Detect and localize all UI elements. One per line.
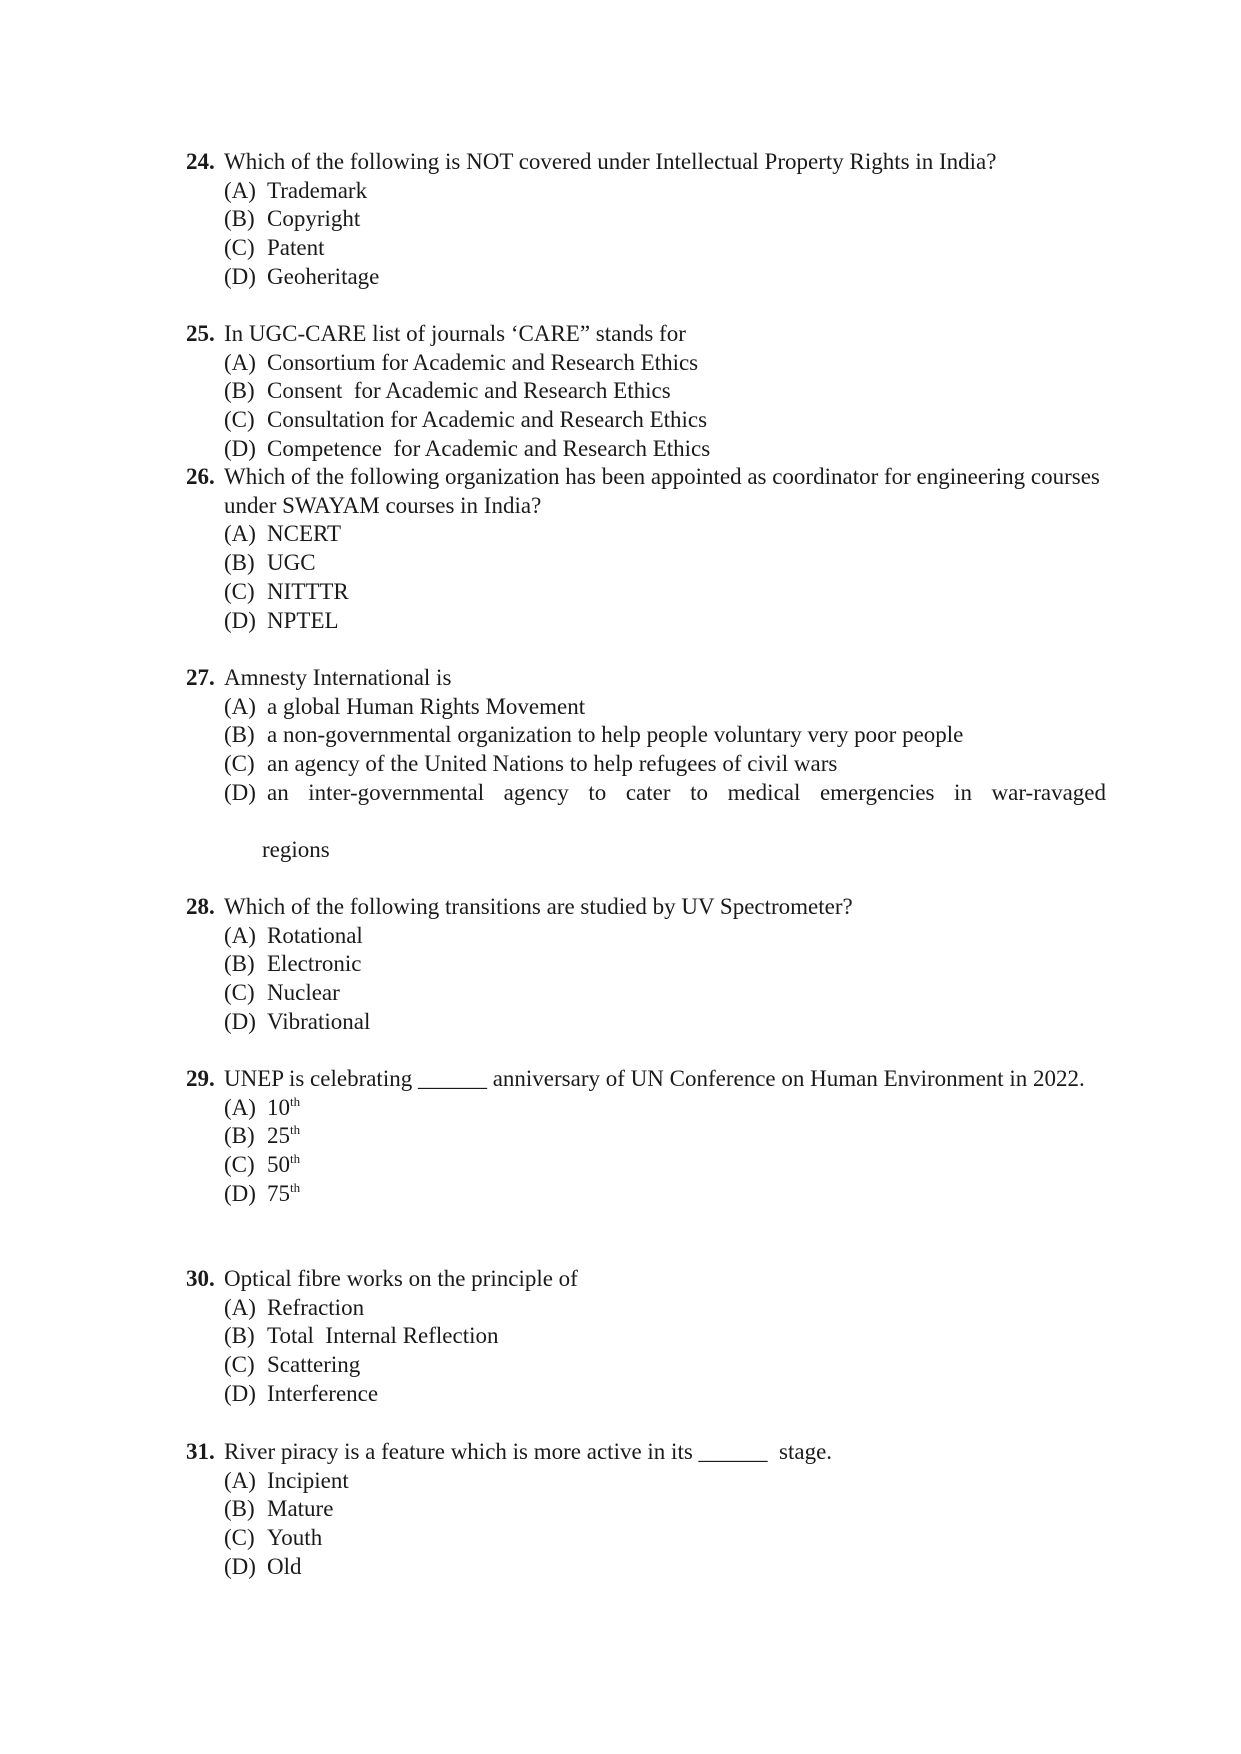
- option-text: Vibrational: [267, 1008, 371, 1034]
- question-27: [186, 664, 1106, 864]
- option-letter: (D): [224, 1008, 256, 1034]
- option-c: [186, 979, 1106, 1008]
- option-c: [186, 1151, 1106, 1180]
- option-text: Consultation for Academic and Research Ethics: [267, 407, 708, 433]
- option-a: [186, 1294, 1106, 1323]
- option-text: Scattering: [267, 1352, 361, 1378]
- option-text: NITTTR: [267, 578, 349, 604]
- option-letter: (B): [224, 378, 255, 404]
- option-b: [186, 549, 1106, 578]
- option-text: Competence for Academic and Research Ethics: [267, 435, 711, 461]
- option-text: Geoheritage: [267, 263, 380, 289]
- question-text: Amnesty International is: [224, 665, 452, 690]
- question-stem: [186, 893, 1106, 922]
- option-letter: (C): [224, 1352, 255, 1378]
- option-d: [186, 607, 1106, 636]
- question-text: In UGC-CARE list of journals ‘CARE” stands for: [224, 321, 686, 346]
- option-text: Total Internal Reflection: [267, 1323, 499, 1349]
- option-text: UGC: [267, 550, 316, 576]
- option-b: [186, 1322, 1106, 1351]
- option-d: [186, 779, 1106, 808]
- option-letter: (C): [224, 980, 255, 1006]
- question-text: UNEP is celebrating ______ anniversary of UN Conference on Human Environment in 2022.: [224, 1066, 1085, 1091]
- question-stem: [186, 320, 1106, 349]
- option-a: [186, 922, 1106, 951]
- option-c: [186, 1524, 1106, 1553]
- question-25: [186, 320, 1106, 464]
- question-number: 27.: [186, 665, 215, 690]
- question-stem: [186, 664, 1106, 693]
- option-letter: (C): [224, 407, 255, 433]
- option-d: [186, 435, 1106, 464]
- question-text: Which of the following transitions are studied by UV Spectrometer?: [224, 894, 853, 919]
- option-letter: (A): [224, 1467, 256, 1493]
- option-a: [186, 520, 1106, 549]
- option-b: [186, 1122, 1106, 1151]
- option-d: [186, 1553, 1106, 1582]
- question-number: 28.: [186, 894, 215, 919]
- option-b: [186, 205, 1106, 234]
- option-letter: (A): [224, 1094, 256, 1120]
- question-number: 25.: [186, 321, 215, 346]
- option-text: Interference: [267, 1380, 379, 1406]
- option-b: [186, 721, 1106, 750]
- option-text: a global Human Rights Movement: [267, 693, 586, 719]
- question-28: [186, 893, 1106, 1037]
- question-number: 30.: [186, 1266, 215, 1291]
- option-text: Rotational: [267, 922, 363, 948]
- option-text: Copyright: [267, 206, 361, 232]
- option-text: Youth: [267, 1525, 323, 1551]
- option-text: Old: [267, 1553, 302, 1579]
- option-text: Refraction: [267, 1294, 365, 1320]
- option-letter: (B): [224, 1323, 255, 1349]
- option-text: 10: [267, 1094, 290, 1120]
- option-a: [186, 1467, 1106, 1496]
- question-text: River piracy is a feature which is more active in its ______ stage.: [224, 1439, 833, 1464]
- question-30: [186, 1265, 1106, 1409]
- option-letter: (C): [224, 751, 255, 777]
- option-letter: (D): [224, 435, 256, 461]
- option-letter: (B): [224, 722, 255, 748]
- option-letter: (C): [224, 235, 255, 261]
- option-letter: (C): [224, 1152, 255, 1178]
- option-letter: (D): [224, 263, 256, 289]
- question-number: 26.: [186, 464, 215, 489]
- option-letter: (D): [224, 1380, 256, 1406]
- ordinal-suffix: th: [290, 1093, 301, 1109]
- option-letter: (B): [224, 1496, 255, 1522]
- question-stem: [186, 148, 1106, 177]
- question-stem: [186, 1065, 1106, 1094]
- option-letter: (A): [224, 1294, 256, 1320]
- option-d: [186, 1008, 1106, 1037]
- question-29: [186, 1065, 1106, 1209]
- option-c: [186, 234, 1106, 263]
- option-text: 25: [267, 1123, 290, 1149]
- option-letter: (B): [224, 951, 255, 977]
- option-text: an inter-governmental agency to cater to medical emergencies in war-ravaged: [267, 779, 1106, 805]
- option-letter: (A): [224, 177, 256, 203]
- ordinal-suffix: th: [290, 1122, 301, 1138]
- option-letter: (A): [224, 349, 256, 375]
- option-text: NPTEL: [267, 607, 339, 633]
- option-letter: (D): [224, 607, 256, 633]
- option-text: Consortium for Academic and Research Ethics: [267, 349, 699, 375]
- option-c: [186, 578, 1106, 607]
- option-d: [186, 1180, 1106, 1209]
- option-letter: (A): [224, 693, 256, 719]
- ordinal-suffix: th: [290, 1151, 301, 1167]
- option-letter: (D): [224, 1553, 256, 1579]
- option-text: an agency of the United Nations to help refugees of civil wars: [267, 751, 838, 777]
- question-number: 29.: [186, 1066, 215, 1091]
- option-letter: (A): [224, 521, 256, 547]
- question-number: 31.: [186, 1439, 215, 1464]
- option-letter: (D): [224, 779, 256, 805]
- option-b: [186, 1495, 1106, 1524]
- question-text: Which of the following is NOT covered under Intellectual Property Rights in India?: [224, 149, 997, 174]
- option-a: [186, 693, 1106, 722]
- option-letter: (C): [224, 578, 255, 604]
- option-letter: (C): [224, 1525, 255, 1551]
- option-d-continuation: regions: [262, 836, 330, 862]
- option-letter: (D): [224, 1180, 256, 1206]
- option-d: [186, 263, 1106, 292]
- option-b: [186, 950, 1106, 979]
- option-letter: (A): [224, 922, 256, 948]
- option-letter: (B): [224, 1123, 255, 1149]
- option-text: Incipient: [267, 1467, 349, 1493]
- option-b: [186, 377, 1106, 406]
- option-text: Consent for Academic and Research Ethics: [267, 378, 671, 404]
- question-stem: [186, 1265, 1106, 1294]
- option-a: [186, 349, 1106, 378]
- option-text: a non-governmental organization to help people voluntary very poor people: [267, 722, 964, 748]
- option-text: 75: [267, 1180, 290, 1206]
- question-text: Optical fibre works on the principle of: [224, 1266, 578, 1291]
- option-text: NCERT: [267, 521, 342, 547]
- question-26: [186, 463, 1106, 635]
- question-number: 24.: [186, 149, 215, 174]
- question-stem: [186, 463, 1106, 520]
- option-a: [186, 1094, 1106, 1123]
- ordinal-suffix: th: [290, 1179, 301, 1195]
- option-letter: (B): [224, 206, 255, 232]
- option-text: Trademark: [267, 177, 368, 203]
- option-letter: (B): [224, 550, 255, 576]
- option-c: [186, 406, 1106, 435]
- question-stem: [186, 1438, 1106, 1467]
- option-text: 50: [267, 1152, 290, 1178]
- option-c: [186, 1351, 1106, 1380]
- option-text: Nuclear: [267, 980, 340, 1006]
- option-c: [186, 750, 1106, 779]
- question-text: Which of the following organization has been appointed as coordinator for engineering courses under SWAYAM courses in India?: [224, 464, 1100, 518]
- question-24: [186, 148, 1106, 292]
- option-a: [186, 177, 1106, 206]
- option-d: [186, 1380, 1106, 1409]
- option-text: Patent: [267, 235, 325, 261]
- option-text: Electronic: [267, 951, 362, 977]
- option-text: Mature: [267, 1496, 334, 1522]
- question-31: [186, 1438, 1106, 1582]
